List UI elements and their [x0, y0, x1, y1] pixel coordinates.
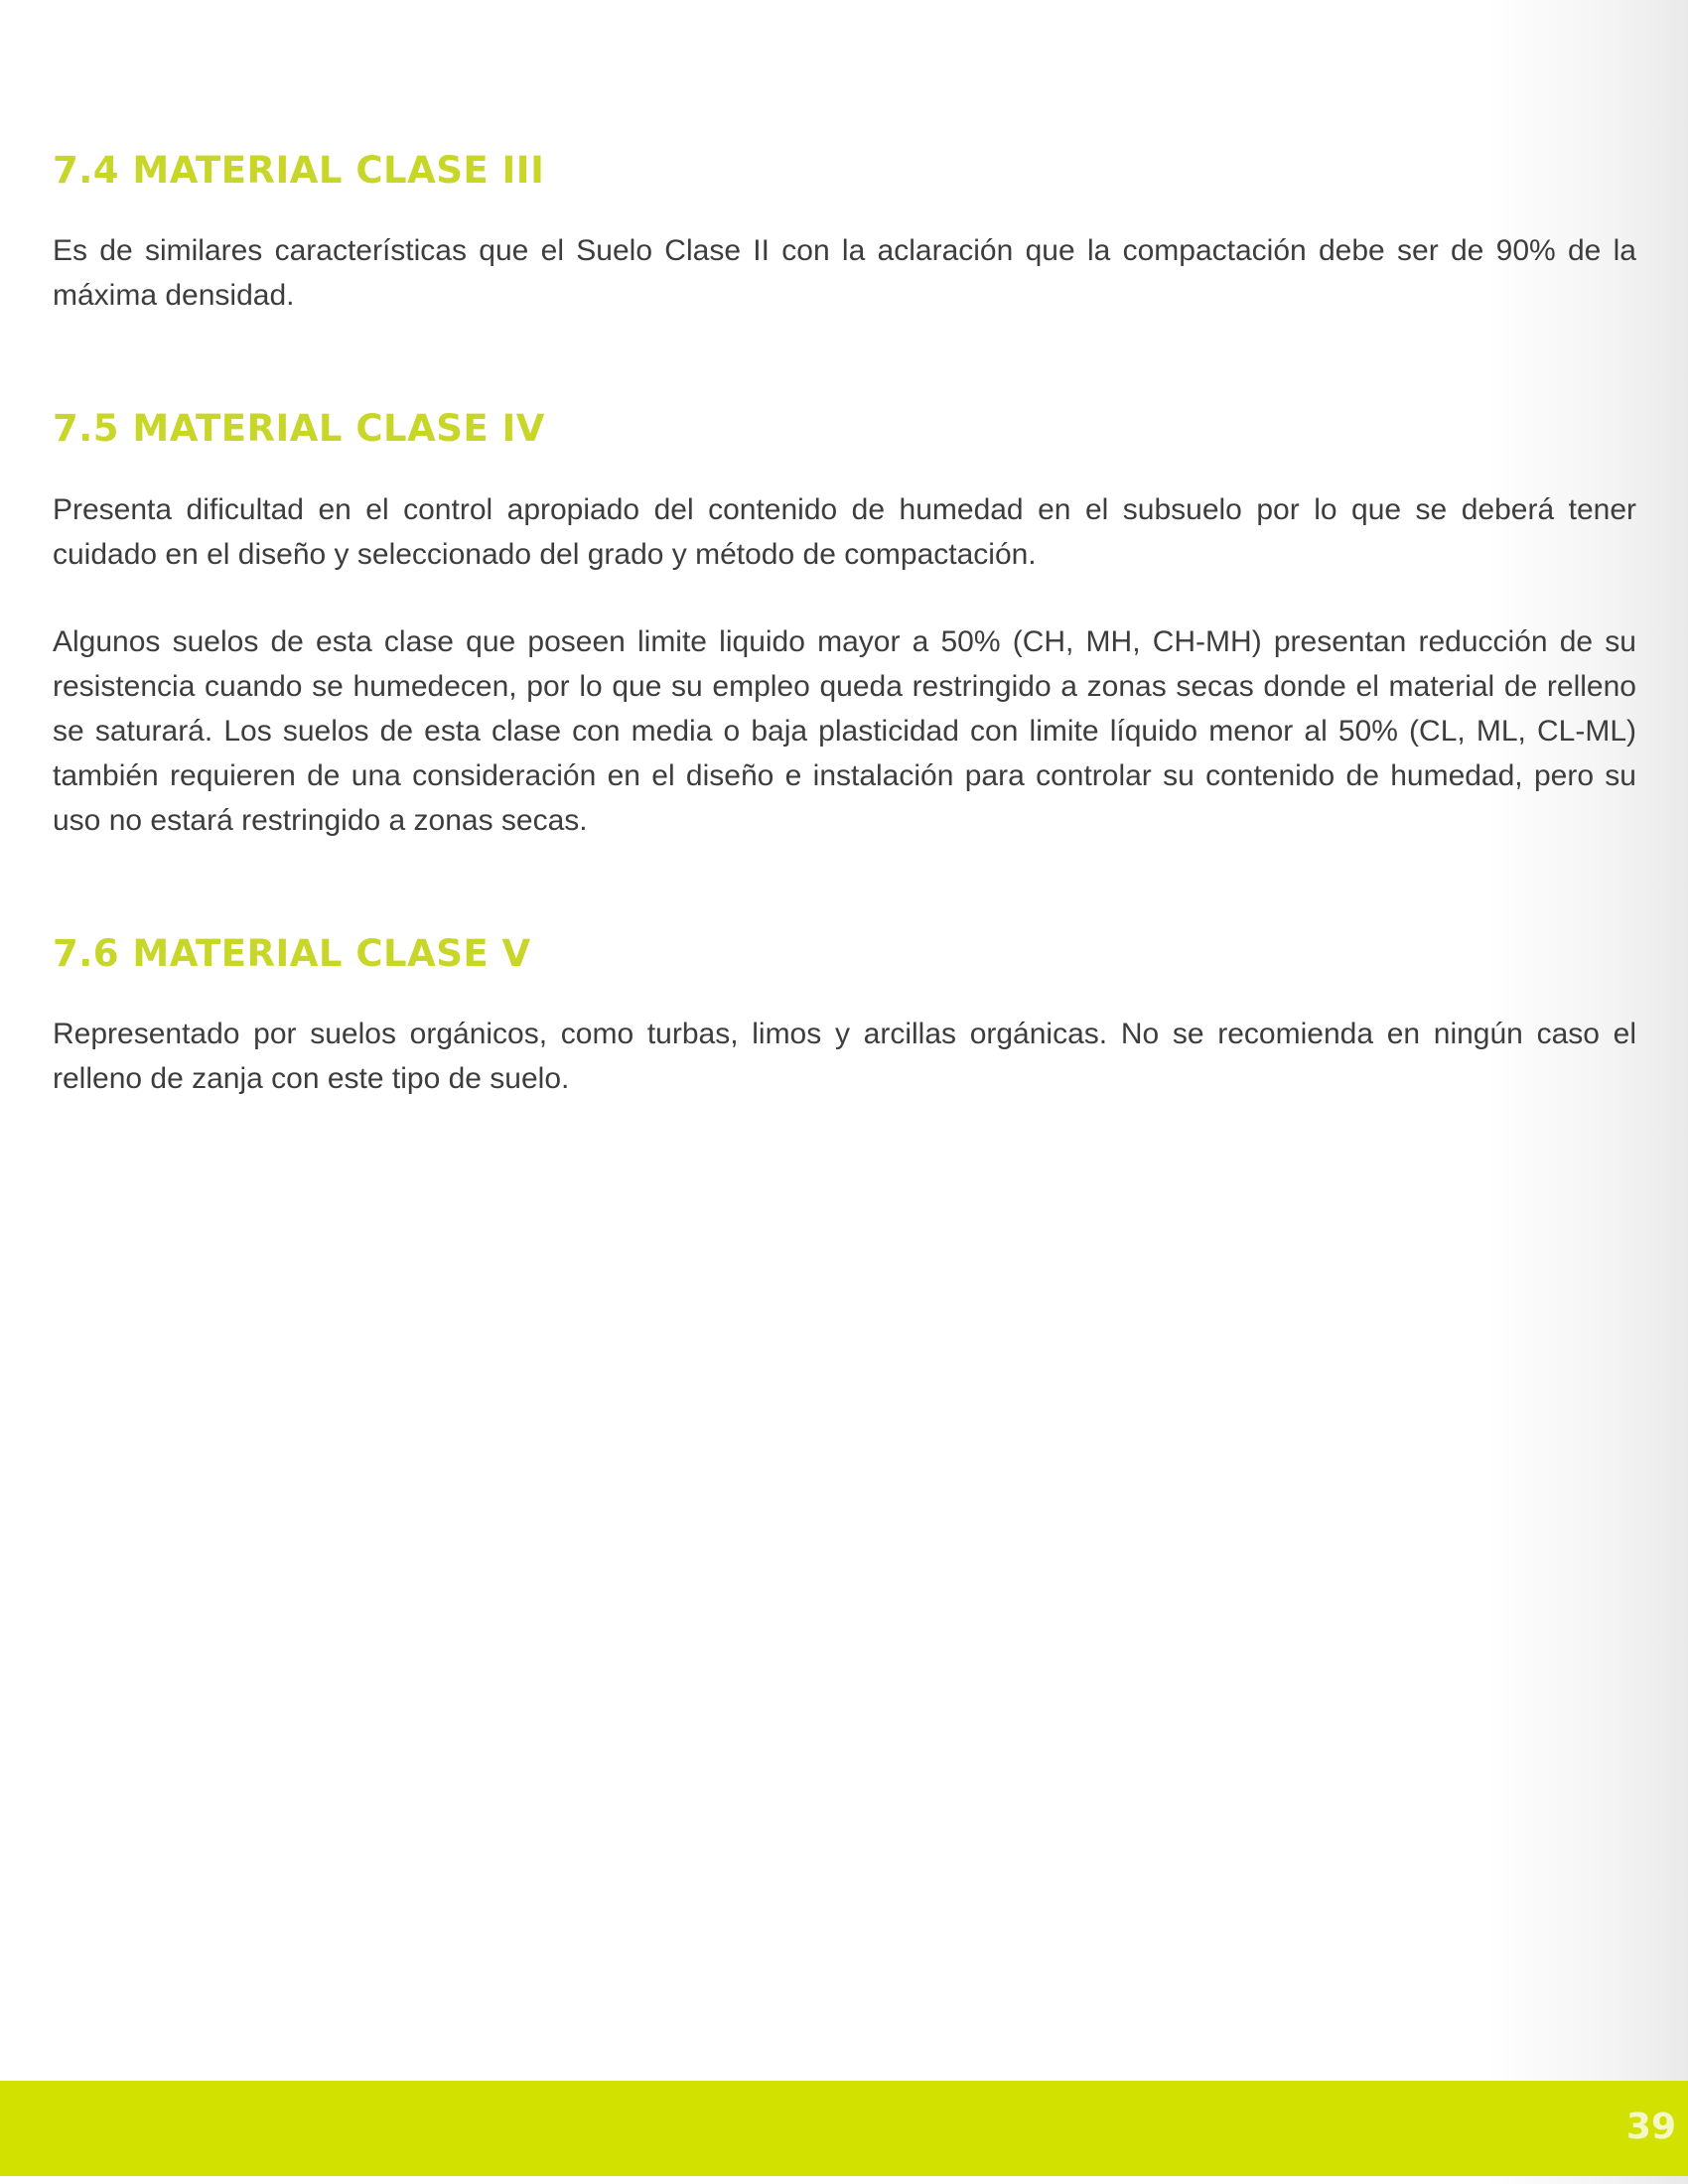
section-heading: 7.4 MATERIAL CLASE III	[53, 149, 545, 192]
section-paragraph: Representado por suelos orgánicos, como turbas, limos y arcillas orgánicas. No se recomienda en ningún caso el relleno de zanja con este tipo de suelo.	[53, 1018, 1636, 1096]
page-content	[53, 149, 1636, 1101]
section-paragraph: Algunos suelos de esta clase que poseen limite liquido mayor a 50% (CH, MH, CH-MH) presentan reducción de su resistencia cuando se humedecen, por lo que su empleo queda restringido a zonas secas donde el material de relleno se saturará. Los suelos de esta clase con media o baja plasticidad con limite líquido menor al 50% (CL, ML, CL-ML) también requieren de una consideración en el diseño e instalación para controlar su contenido de humedad, pero su uso no estará restringido a zonas secas.	[53, 624, 1636, 837]
section-paragraph: Presenta dificultad en el control apropiado del contenido de humedad en el subsuelo por lo que se deberá tener cuidado en el diseño y seleccionado del grado y método de compactación.	[53, 492, 1636, 571]
footer-band	[0, 2081, 1688, 2176]
section-paragraph: Es de similares características que el Suelo Clase II con la aclaración que la compactación debe ser de 90% de la máxima densidad.	[53, 234, 1636, 313]
section-material-clase-v	[53, 932, 1636, 1101]
section-material-clase-iii	[53, 149, 1636, 318]
section-heading: 7.5 MATERIAL CLASE IV	[53, 407, 545, 451]
section-material-clase-iv	[53, 407, 1636, 842]
page-number: 39	[1625, 2107, 1676, 2147]
section-heading: 7.6 MATERIAL CLASE V	[53, 931, 531, 975]
